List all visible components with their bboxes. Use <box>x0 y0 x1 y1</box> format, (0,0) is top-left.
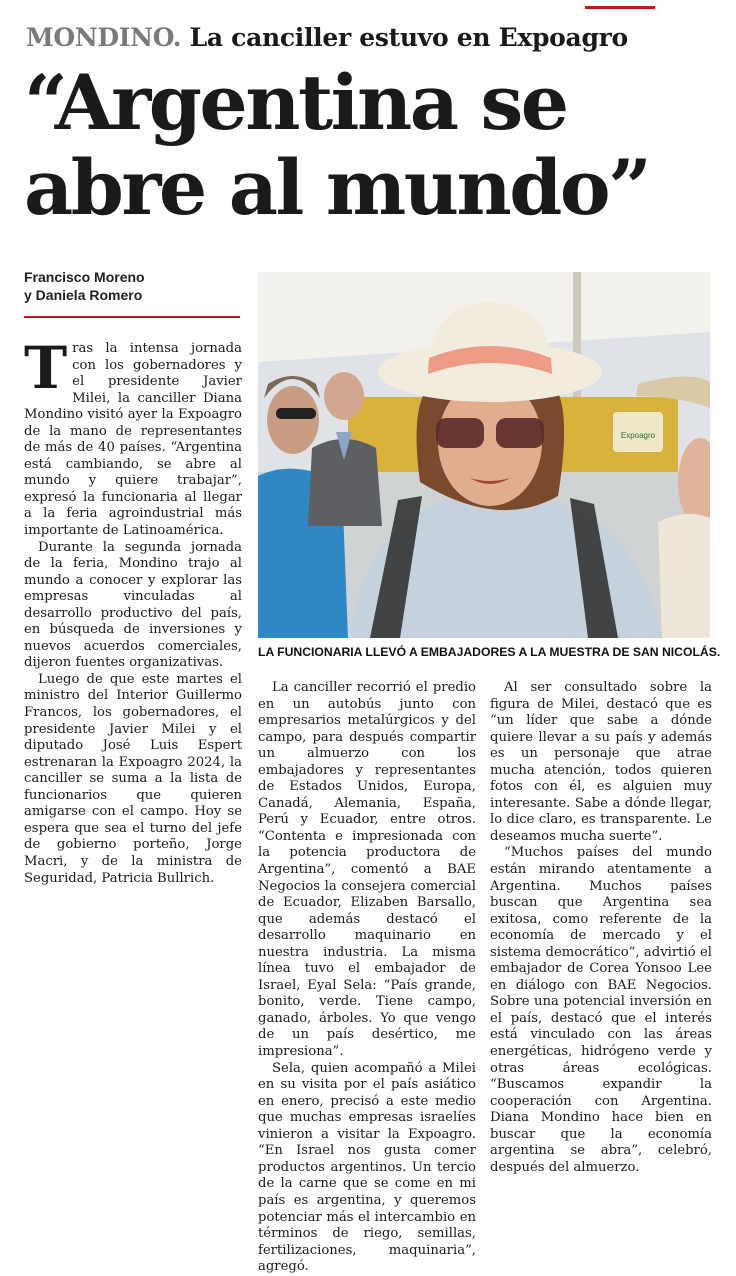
article-paragraph-3: Luego de que este martes el ministro del Interior Guillermo Francos, los gobernadores, el presidente Javier Milei y el diputado José Luis Espert estrenaran la Expoagro 2024, la canciller se suma a la lista de funcionarios que quieren amigarse con el campo. Hoy se espera que sea el turno del jefe de gobierno porteño, Jorge Macri, y de la ministra de Seguridad, Patricia Bullrich. <box>24 671 242 886</box>
article-column-1 <box>24 334 242 887</box>
byline-author-2: y Daniela Romero <box>24 287 143 303</box>
article-photo <box>258 272 710 638</box>
article-column-2 <box>258 680 476 1276</box>
paragraph-1-text: ras la intensa jornada con los gobernadores y el presidente Javier Milei, la canciller Diana Mondino visitó ayer la Expoagro de la mano de representantes de más de 40 países. “Argentina está cambiando, se abre al mundo y quiere trabajar”, expresó la funcionaria al llegar a la feria agroindustrial más importante de Latinoamérica. <box>24 341 242 539</box>
dropcap: T <box>24 334 68 402</box>
article-paragraph-4: La canciller recorrió el predio en un autobús junto con empresarios metalúrgicos y del campo, para después compartir un almuerzo con los embajadores y representantes de Estados Unidos, Europa, Canadá, Alemania, España, Perú y Ecuador, entre otros. “Contenta e impresionada con la potencia productora de Argentina”, comentó a BAE Negocios la consejera comercial de Ecuador, Elizaben Barsallo, que además destacó el desarrollo maquinario en nuestra industria. La misma línea tuvo el embajador de Israel, Eyal Sela: “País grande, bonito, verde. Tiene campo, ganado, árboles. Yo que vengo de un país desértico, me impresiona”. <box>258 680 476 1060</box>
article-paragraph-7: “Muchos países del mundo están mirando atentamente a Argentina. Muchos países buscan que Argentina sea exitosa, como referente de la economía de mercado y el sistema democrático”, advirtió el embajador de Corea Yonsoo Lee en diálogo con BAE Negocios. Sobre una potencial inversión en el país, destacó que el interés está vinculado con las áreas energéticas, hidrógeno verde y otras áreas ecológicas. “Buscamos expandir la cooperación con Argentina. Diana Mondino hace bien en buscar que la economía argentina se abra”, celebró, después del almuerzo. <box>490 845 712 1175</box>
section-kicker <box>26 22 628 54</box>
article-paragraph-1 <box>24 334 242 540</box>
photo-caption: LA FUNCIONARIA LLEVÓ A EMBAJADORES A LA MUESTRA DE SAN NICOLÁS. <box>258 645 721 659</box>
expoagro-sign-label: Expoagro <box>620 431 656 440</box>
top-accent-rule <box>585 6 655 9</box>
byline-divider <box>24 316 240 318</box>
article-column-3 <box>490 680 712 1176</box>
article-paragraph-2: Durante la segunda jornada de la feria, Mondino trajo al mundo a conocer y explorar las empresas vinculadas al desarrollo productivo del país, en búsqueda de inversiones y nuevos acuerdos comerciales, dijeron fuentes organizativas. <box>24 539 242 671</box>
article-paragraph-5: Sela, quien acompañó a Milei en su visita por el país asiático en enero, precisó a este medio que muchas empresas israelíes vinieron a visitar la Expoagro. “En Israel nos gusta comer productos argentinos. Un tercio de la carne que se come en mi país es argentina, y queremos potenciar más el intercambio en términos de riego, semillas, fertilizaciones, maquinaria”, agregó. <box>258 1060 476 1275</box>
kicker-tag: MONDINO. <box>26 23 182 52</box>
headline: “Argentina se abre al mundo” <box>24 58 650 232</box>
kicker-title: La canciller estuvo en Expoagro <box>189 23 628 52</box>
byline-author-1: Francisco Moreno <box>24 269 145 285</box>
article-paragraph-6: Al ser consultado sobre la figura de Milei, destacó que es “un líder que sabe a dónde quiere llevar a su país y además es un personaje que atrae mucha atención, todos quieren fotos con él, es alguien muy interesante. Sabe a dónde llegar, lo dice claro, es transparente. Le deseamos mucha suerte”. <box>490 680 712 844</box>
byline <box>24 268 234 304</box>
